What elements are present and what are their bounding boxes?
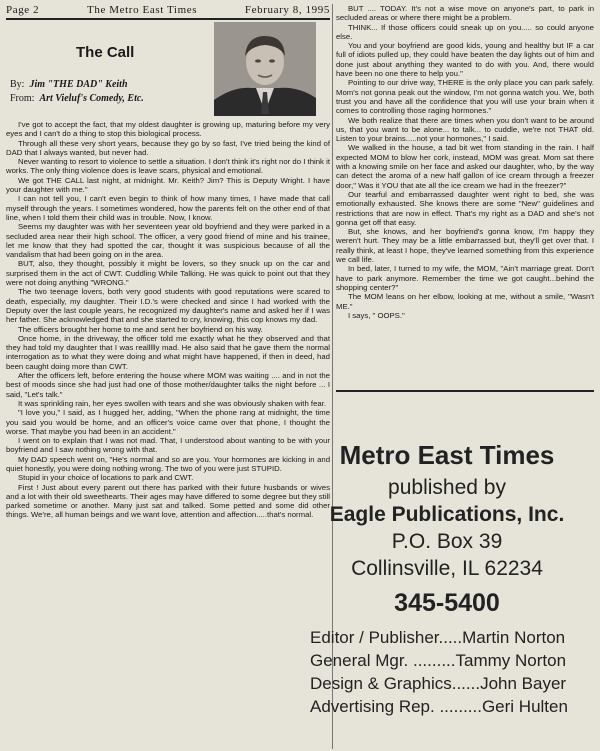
article-paragraph: The MOM leans on her elbow, looking at me, without a smile, "Wasn't ME." (336, 292, 594, 311)
page-number: Page 2 (6, 4, 40, 16)
article-paragraph: I can not tell you, I can't even begin to think of how many times, I have made that call myself through the years. I sometimes wondered, how the parents felt on the other end of that line, when I told them their child was in trouble. Now, I know. (6, 194, 330, 222)
article-paragraph: I've got to accept the fact, that my oldest daughter is growing up, maturing before my very eyes and I can't do a thing to stop this biological process. (6, 120, 330, 139)
article-paragraph: BUT .... TODAY. It's not a wise move on anyone's part, to park in secluded areas or where there might be a problem. (336, 4, 594, 23)
article-paragraph: Never wanting to resort to violence to settle a situation. I don't think it's right nor do I think it works. The only thing violence does is leave scars, physical and emotional. (6, 157, 330, 176)
article-paragraph: BUT, also, they thought, possibly it might be lovers, so they snuck up on the car and surprised them in the act of CWT. Cuddling While Talking. He was quick to point out that they were not doing anything "WRONG." (6, 259, 330, 288)
article-body-right (336, 4, 594, 384)
article-paragraph: My DAD speech went on, "He's normal and so are you. Your hormones are kicking in and quiet honestly, you were doing nothing wrong. The two of you were just STUPID. (6, 454, 330, 473)
masthead-phone: 345-5400 (394, 589, 500, 617)
source-name: Art Vieluf's Comedy, Etc. (39, 93, 144, 104)
article-paragraph: The two teenage lovers, both very good students with good reputations were scared to death, especially, my daughter. Their I.D.'s were checked and since I had worked with the Deputy over the last couple years, he recognized my daughter's name and asked her if I was her father. She acknowledged that and she started to cry, knowing, this cop knows my dad. (6, 287, 330, 325)
masthead-po-box: P.O. Box 39 (391, 530, 503, 553)
masthead-city: Collinsville, IL 62234 (351, 557, 543, 580)
masthead-publisher: Eagle Publications, Inc. (329, 503, 565, 526)
article-paragraph: "I love you," I said, as I hugged her, adding, "When the phone rang at midnight, the time you said you would be home, and an officer's voice came over that phone, I thought the worse. That maybe you had been in an accident." (6, 408, 330, 436)
article-title: The Call (76, 44, 135, 61)
article-paragraph: You and your boyfriend are good kids, young and healthy but IF a car full of idiots pulled up, they could have beaten the day lights out of him and done just about anything they wanted to do with you. And, there would have been no one there to help you." (336, 41, 594, 79)
article-paragraph: After the officers left, before entering the house where MOM was waiting .... and in not the best of moods since she had just had one of those mother/daughter talks the night before ... I said, "Let's talk." (6, 371, 330, 399)
article-paragraph: We both realize that there are times when you don't want to be around us, that you want to be alone... to talk... to cuddle, we're not THAT old. Listen to your brains.....not your hormones," I said. (336, 115, 594, 144)
article-paragraph: Once home, in the driveway, the officer told me exactly what he they observed and that they had told my daughter that I was reallllly mad. He also said that he gave them the normal interrogation as to what they were doing and what might have happened, if then in deed, had been caught doing more than CWT. (6, 333, 330, 371)
staff-line: Editor / Publisher.....Martin Norton (310, 628, 566, 647)
section-rule (336, 390, 594, 392)
article-paragraph: I says, " OOPS." (348, 310, 405, 320)
staff-line: Design & Graphics......John Bayer (310, 674, 567, 693)
article-paragraph: I went on to explain that I was not mad. That, I understood about wanting to be with your boyfriend and I saw nothing wrong with that. (6, 436, 330, 455)
article-paragraph: First ! Just about every parent out there has parked with their future husbands or wives and a lot with their old sweethearts. Their ages may have differed to some degree but they still parked sometime or another. Many just sat and talked. Some petted and some did other things. We're, all human beings and we want love, attention and affection.....that's normal. (6, 482, 330, 520)
from-label: From: (10, 93, 35, 104)
article-body-left (6, 120, 330, 748)
author-name: Jim "THE DAD" Keith (29, 79, 128, 90)
article-paragraph: We walked in the house, a tad bit wet from standing in the rain. I half expected MOM to blow her cork, instead, MOM was great. Mom sat there with a knowing smile on her face and asked our daughter, who, by the way can detect the aroma of a new half gallon of ice cream through a freezer door," Was it YOU that ate all the ice cream we had in the freezer?" (336, 143, 594, 190)
paper-title: The Metro East Times (87, 4, 198, 16)
article-paragraph: Seems my daughter was with her seventeen year old boyfriend and they were parked in a secluded area near their high school. The officer, a very good friend of mine and his trainee, let me know that they had spotted the car, thought it was suspicious because of all the vandalism that had been going on in the area. (6, 222, 330, 260)
article-paragraph: THINK... If those officers could sneak up on you..... so could anyone else. (336, 22, 594, 41)
article-paragraph: The officers brought her home to me and sent her boyfriend on his way. (18, 324, 263, 334)
author-portrait-icon (214, 22, 316, 116)
masthead-staff (300, 626, 594, 718)
staff-line: Advertising Rep. .........Geri Hulten (310, 697, 568, 716)
article-paragraph: We got THE CALL last night, at midnight. Mr. Keith? Jim? This is Deputy Wright. I have your daughter with me." (6, 175, 330, 195)
article-paragraph: Pointing to our drive way, THERE is the only place you can park safely. Mom's not gonna peak out the window, I'm not gonna watch you. We, both trust you and have all the confidence that you will use your brain when it comes to controlling those raging hormones." (336, 78, 594, 116)
masthead-paper-name: Metro East Times (339, 440, 555, 470)
masthead-box (300, 440, 594, 746)
page-header (6, 2, 330, 20)
article-paragraph: Stupid in your choice of locations to park and CWT. (18, 473, 194, 483)
article-paragraph: It was sprinkling rain, her eyes swollen with tears and she was obviously shaken with fear. (18, 398, 326, 408)
byline-label: By: (10, 79, 25, 90)
staff-line: General Mgr. .........Tammy Norton (310, 651, 567, 670)
article-paragraph: Through all these very short years, because they go by so fast, I've tried being the kind of DAD that I always wanted, but never had. (6, 138, 330, 157)
byline (10, 78, 144, 106)
masthead-published-by: published by (388, 476, 506, 499)
issue-date: February 8, 1995 (244, 4, 330, 16)
article-paragraph: But, she knows, and her boyfriend's gonna know, I'm happy they weren't hurt. They may be a little embarrassed but, they'll get over that. I really think, at least I hope, they've learned something from this experience we call life. (336, 227, 594, 265)
article-paragraph: In bed, later, I turned to my wife, the MOM, "Ain't marriage great. Don't have to park anymore. Remember the time we got caught...behind the shopping center?" (336, 264, 594, 292)
article-paragraph: Our tearful and embarrassed daughter went right to bed, she was emotionally exhausted. She knows there are some "New" guidelines and restrictions that are now in effect. That's my right as a DAD and she's not gonna get off that easy. (336, 189, 594, 227)
